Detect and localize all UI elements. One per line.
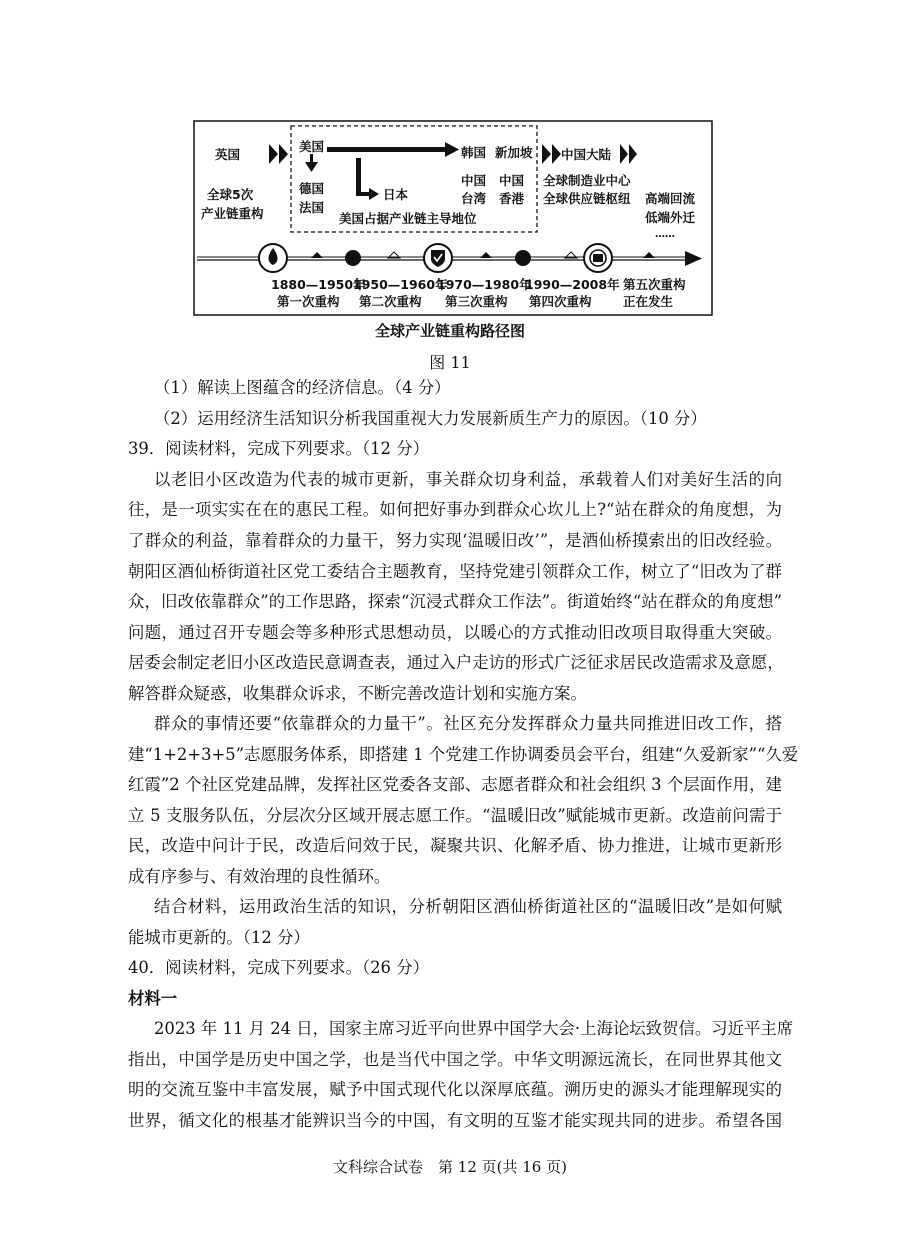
- body-line: 民，改造中问计于民，改造后问效于民，凝聚共识、化解矛盾、协力推进，让城市更新形: [128, 836, 782, 855]
- body-line: 解答群众疑惑，收集群众诉求，不断完善改造计划和实施方案。: [128, 684, 587, 703]
- node-hub-1: 全球制造业中心: [543, 173, 631, 188]
- timeline-label-1: 第一次重构: [277, 294, 340, 309]
- reshape-label-2: 产业链重构: [201, 206, 264, 221]
- marker-2-icon: [345, 250, 361, 266]
- body-line: 世界，循文化的根基才能辨识当今的中国，有文明的互鉴才能实现共同的进步。希望各国: [128, 1111, 782, 1130]
- high-end-label: 高端回流: [645, 191, 696, 206]
- question-39-task: 结合材料，运用政治生活的知识，分析朝阳区酒仙桥街道社区的“温暖旧改”是如何赋: [154, 897, 782, 916]
- node-japan: 日本: [383, 187, 409, 202]
- body-line: 红霞”2 个社区党建品牌，发挥社区党委各支部、志愿者群众和社会组织 3 个层面作用，建: [128, 775, 782, 794]
- body-line: 以老旧小区改造为代表的城市更新，事关群众切身利益，承载着人们对美好生活的向: [154, 470, 782, 489]
- timeline-label-3: 第三次重构: [445, 294, 508, 309]
- body-line: 朝阳区酒仙桥街道社区党工委结合主题教育，坚持党建引领群众工作，树立了“旧改为了群: [128, 562, 782, 581]
- page-footer: 文科综合试卷 第 12 页(共 16 页): [333, 1158, 567, 1176]
- figure-caption: 全球产业链重构路径图: [374, 322, 525, 340]
- timeline-label-4: 第四次重构: [529, 294, 592, 309]
- timeline-arrowhead: [685, 251, 702, 266]
- body-line: 建“1+2+3+5”志愿服务体系，即搭建 1 个党建工作协调委员会平台，组建“久爱新家”“久爱: [128, 745, 799, 764]
- double-arrow-mainland: [620, 144, 637, 164]
- question-39-task-cont: 能城市更新的。（12 分）: [128, 928, 310, 947]
- body-line: 居委会制定老旧小区改造民意调查表，通过入户走访的形式广泛征求居民改造需求及意愿，: [128, 653, 784, 672]
- node-hub-2: 全球供应链枢纽: [543, 191, 631, 206]
- material-one-heading: 材料一: [128, 989, 178, 1008]
- us-dominance-label: 美国占据产业链主导地位: [339, 211, 477, 226]
- body-line: 了群众的利益，靠着群众的力量干，努力实现‘温暖旧改’”，是酒仙桥摸索出的旧改经验。: [128, 531, 782, 550]
- body-line: 立 5 支服务队伍，分层次分区域开展志愿工作。“温暖旧改”赋能城市更新。改造前问需于: [128, 806, 782, 825]
- ellipsis: ……: [655, 229, 675, 240]
- body-line: 往，是一项实实在在的惠民工程。如何把好事办到群众心坎儿上?“站在群众的角度想，为: [128, 500, 782, 519]
- question-39-heading: 39．阅读材料，完成下列要求。（12 分）: [128, 439, 429, 458]
- marker-4-icon: [515, 250, 531, 266]
- body-line: 群众的事情还要“依靠群众的力量干”。社区充分发挥群众力量共同推进旧改工作，搭: [154, 714, 782, 733]
- timeline-period-5: 第五次重构: [623, 277, 686, 292]
- timeline-period-1: 1880—1950年: [271, 277, 366, 292]
- double-arrow-sg: [542, 144, 561, 164]
- timeline-label-5: 正在发生: [623, 294, 674, 309]
- node-singapore: 新加坡: [495, 145, 533, 160]
- node-france: 法国: [299, 200, 325, 215]
- node-korea: 韩国: [461, 145, 487, 160]
- node-uk: 英国: [215, 147, 241, 162]
- node-taiwan-2: 台湾: [461, 191, 487, 206]
- us-japan-arrow: [356, 158, 361, 196]
- low-end-label: 低端外迁: [645, 210, 696, 225]
- body-line: 明的交流互鉴中丰富发展，赋予中国式现代化以深厚底蕴。溯历史的源头才能理解现实的: [128, 1080, 782, 1099]
- node-taiwan-1: 中国: [461, 173, 487, 188]
- timeline-label-2: 第二次重构: [359, 294, 422, 309]
- double-arrow-uk: [269, 144, 288, 164]
- industry-chain-figure: [193, 120, 713, 316]
- body-line: 指出，中国学是历史中国之学，也是当代中国之学。中华文明源远流长，在同世界其他文: [128, 1050, 782, 1069]
- timeline-period-4: 1990—2008年: [525, 277, 620, 292]
- timeline-period-2: 1950—1960年: [353, 277, 448, 292]
- reshape-label-1: 全球5次: [207, 187, 254, 202]
- node-mainland: 中国大陆: [561, 147, 612, 162]
- small-triangle-icon: [311, 252, 323, 258]
- node-germany: 德国: [299, 181, 325, 196]
- figure-number: 图 11: [429, 353, 471, 372]
- body-line: 2023 年 11 月 24 日，国家主席习近平向世界中国学大会·上海论坛致贺信。习近平主席: [154, 1019, 794, 1038]
- node-hongkong-1: 中国: [499, 173, 525, 188]
- timeline-period-3: 1970—1980年: [437, 277, 532, 292]
- us-korea-arrow: [327, 147, 447, 152]
- question-38-1: （1）解读上图蕴含的经济信息。（4 分）: [154, 378, 451, 397]
- question-40-heading: 40．阅读材料，完成下列要求。（26 分）: [128, 958, 429, 977]
- question-38-2: （2）运用经济生活知识分析我国重视大力发展新质生产力的原因。（10 分）: [154, 409, 707, 428]
- body-line: 问题，通过召开专题会等多种形式思想动员，以暖心的方式推动旧改项目取得重大突破。: [128, 623, 782, 642]
- body-line: 成有序参与、有效治理的良性循环。: [128, 867, 391, 886]
- node-hongkong-2: 香港: [499, 191, 525, 206]
- node-usa: 美国: [299, 139, 325, 154]
- body-line: 众，旧改依靠群众”的工作思路，探索“沉浸式群众工作法”。街道始终“站在群众的角度想”: [128, 592, 782, 611]
